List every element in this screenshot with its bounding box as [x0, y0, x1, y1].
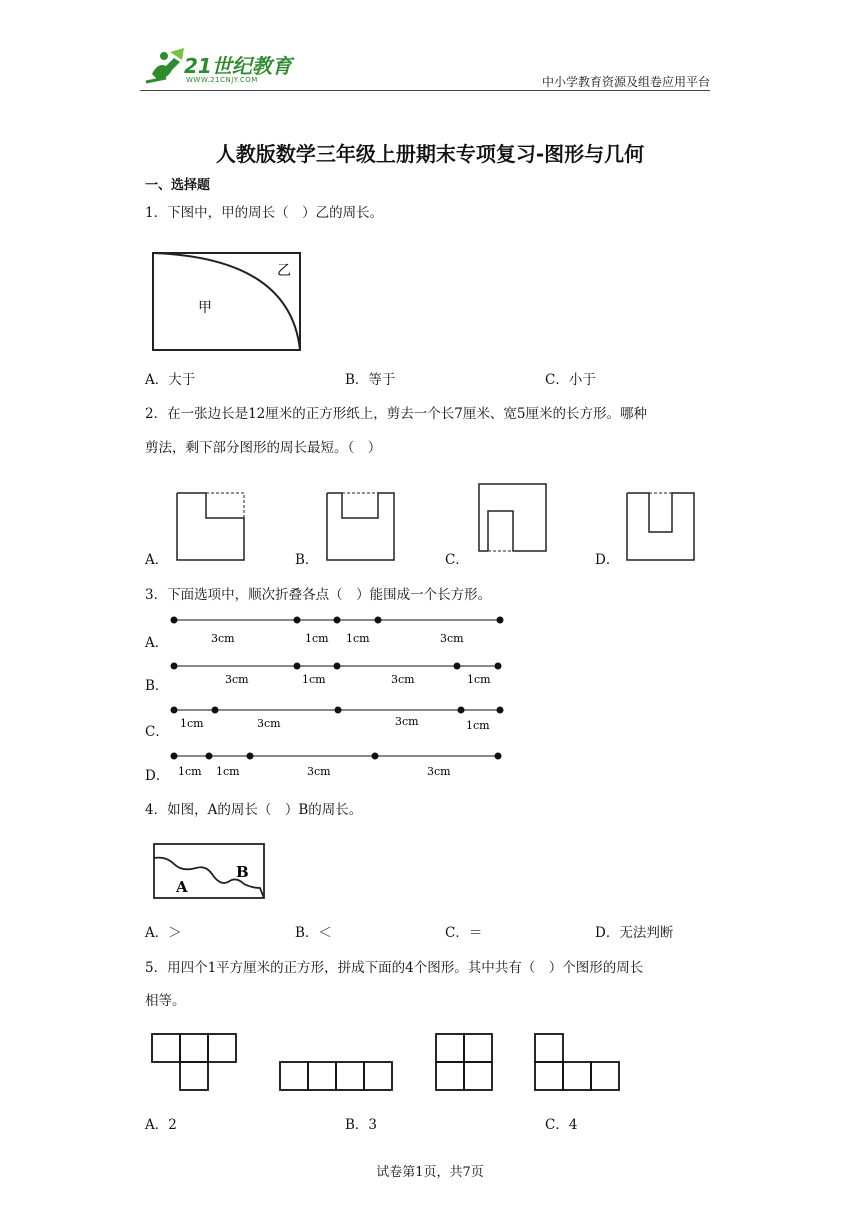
seg-label: 3cm	[307, 765, 331, 778]
q2-option-b[interactable]: B．	[295, 552, 319, 568]
logo-url: WWW.21CNJY.COM	[186, 76, 258, 84]
q5-option-c[interactable]: C．4	[545, 1117, 578, 1133]
seg-label: 1cm	[178, 765, 202, 778]
seg-label: 1cm	[467, 673, 491, 686]
page-footer: 试卷第1页，共7页	[376, 1165, 484, 1180]
q3-option-c[interactable]: C．	[145, 724, 169, 740]
header-rule	[140, 90, 710, 91]
q5-option-a[interactable]: A．2	[145, 1117, 177, 1133]
question-5-line2: 相等。	[145, 993, 186, 1009]
q2-option-c[interactable]: C．	[445, 552, 469, 568]
q5-figure-3	[434, 1032, 496, 1094]
seg-label: 3cm	[440, 632, 464, 645]
seg-label: 1cm	[346, 632, 370, 645]
q2-figure-d[interactable]	[626, 492, 698, 562]
question-2-line1: 2．在一张边长是12厘米的正方形纸上，剪去一个长7厘米、宽5厘米的长方形。哪种	[145, 406, 647, 422]
q2-figure-a[interactable]	[176, 492, 248, 562]
q2-option-d[interactable]: D．	[595, 552, 620, 568]
q2-option-a[interactable]: A．	[145, 552, 169, 568]
q3-option-b[interactable]: B．	[145, 678, 169, 694]
q1-option-b[interactable]: B．等于	[345, 372, 396, 388]
question-2-line2: 剪法，剩下部分图形的周长最短。（ ）	[145, 440, 382, 456]
question-3-text: 3．下面选项中，顺次折叠各点（ ）能围成一个长方形。	[145, 587, 492, 603]
q3-line-b[interactable]	[168, 659, 508, 695]
label-jia: 甲	[198, 300, 212, 316]
q3-option-d[interactable]: D．	[145, 768, 170, 784]
question-1-figure	[150, 250, 305, 354]
page-title: 人教版数学三年级上册期末专项复习-图形与几何	[215, 142, 645, 166]
seg-label: 1cm	[216, 765, 240, 778]
q5-figure-4	[533, 1032, 623, 1094]
section-heading: 一、选择题	[145, 178, 211, 193]
q3-line-d[interactable]	[168, 749, 508, 785]
q4-option-d[interactable]: D．无法判断	[595, 925, 674, 941]
q5-figure-1	[150, 1032, 240, 1094]
logo-text: 21世纪教育	[184, 54, 292, 78]
label-a: A	[176, 878, 188, 896]
seg-label: 3cm	[427, 765, 451, 778]
seg-label: 3cm	[211, 632, 235, 645]
q4-option-a[interactable]: A．＞	[145, 925, 182, 941]
q1-option-c[interactable]: C．小于	[545, 372, 596, 388]
platform-text: 中小学教育资源及组卷应用平台	[541, 75, 710, 89]
q4-option-b[interactable]: B．＜	[295, 925, 332, 941]
q5-option-b[interactable]: B．3	[345, 1117, 378, 1133]
q2-figure-c[interactable]	[478, 483, 550, 553]
label-b: B	[236, 863, 249, 881]
q3-line-a[interactable]	[168, 612, 508, 648]
question-4-text: 4．如图，A的周长（ ）B的周长。	[145, 802, 363, 818]
label-yi: 乙	[277, 263, 291, 279]
q2-figure-b[interactable]	[326, 492, 398, 562]
seg-label: 3cm	[395, 715, 419, 728]
q4-option-c[interactable]: C．＝	[445, 925, 483, 941]
header-logo	[140, 44, 320, 90]
seg-label: 1cm	[305, 632, 329, 645]
question-4-figure	[152, 842, 266, 900]
seg-label: 3cm	[391, 673, 415, 686]
question-1-text: 1．下图中，甲的周长（ ）乙的周长。	[145, 205, 384, 221]
seg-label: 3cm	[225, 673, 249, 686]
seg-label: 3cm	[257, 717, 281, 730]
seg-label: 1cm	[466, 719, 490, 732]
q1-option-a[interactable]: A．大于	[145, 372, 196, 388]
seg-label: 1cm	[180, 717, 204, 730]
q5-figure-2	[278, 1060, 394, 1094]
seg-label: 1cm	[302, 673, 326, 686]
q3-line-c[interactable]	[168, 703, 508, 739]
q3-option-a[interactable]: A．	[145, 635, 169, 651]
question-5-line1: 5．用四个1平方厘米的正方形，拼成下面的4个图形。其中共有（ ）个图形的周长	[145, 960, 644, 976]
